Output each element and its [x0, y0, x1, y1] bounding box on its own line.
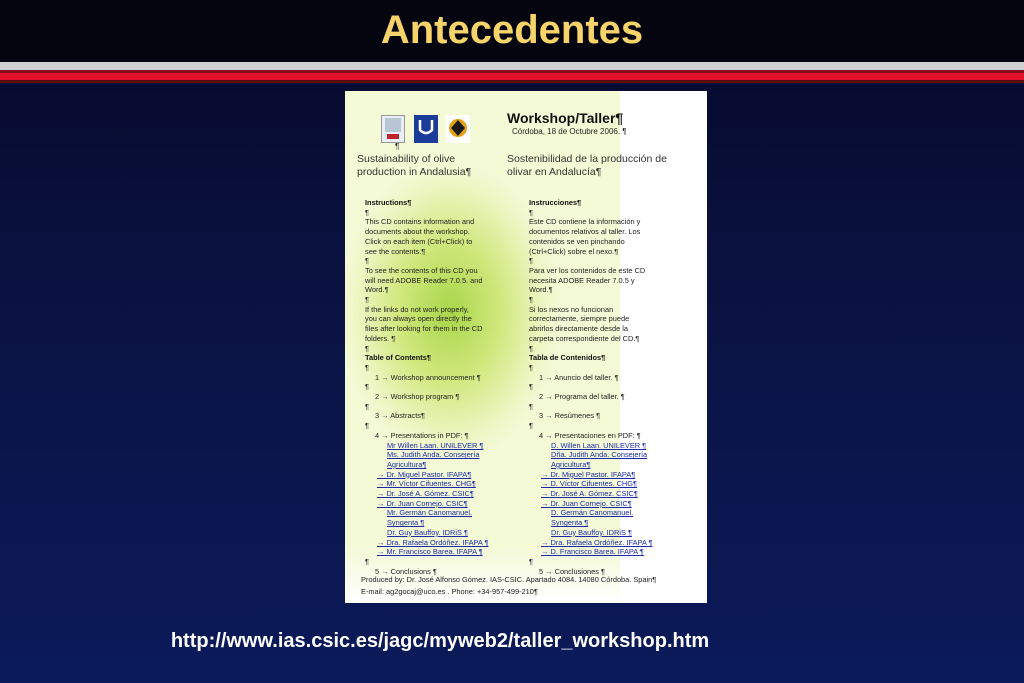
document-text-line: ¶ [529, 295, 533, 304]
document-text-line: will need ADOBE Reader 7.0.5. and [365, 275, 483, 285]
section-heading: Instructions¶ [365, 198, 412, 207]
document-text-line: 2 → Workshop program ¶ [375, 392, 460, 401]
document-link[interactable]: Ms. Judith Anda. Consejería [387, 450, 480, 460]
document-text-line: ¶ [529, 421, 533, 431]
document-link[interactable]: D. Willen Laan. UNILEVER ¶ [551, 440, 647, 450]
source-url[interactable]: http://www.ias.csic.es/jagc/myweb2/taller_workshop.htm [170, 630, 710, 652]
document-link[interactable]: Dr. Guy Bauffoy. IDRiS ¶ [387, 527, 468, 537]
document-link[interactable]: D. Germán Canomanuel. [551, 508, 634, 518]
workshop-date: Córdoba, 18 de Octubre 2006. ¶ [512, 127, 627, 136]
document-text-line: This CD contains information and [365, 217, 475, 227]
document-text-line: ¶ [365, 256, 369, 266]
document-text-line: ¶ [365, 382, 369, 392]
subtitle-en-line: Sustainability of olive [357, 153, 456, 165]
document-link[interactable]: Dña. Judith Anda. Consejería [551, 450, 648, 460]
document-link[interactable]: → Dra. Rafaela Ordóñez. IFAPA ¶ [377, 537, 489, 547]
document-text-line: ¶ [365, 343, 369, 353]
document-screenshot [345, 91, 707, 603]
document-text-line: ¶ [529, 362, 533, 372]
document-text-line: Click on each item (Ctrl+Click) to [365, 236, 473, 246]
document-text-line: If the links do not work properly, [365, 304, 469, 314]
document-text-line: 5 → Conclusions ¶ [375, 566, 437, 576]
document-text-line: 4 → Presentaciones en PDF: ¶ [539, 430, 641, 440]
document-link[interactable]: → Mr. Francisco Barea. IFAPA ¶ [377, 547, 483, 557]
document-text-line: Este CD contiene la información y [529, 217, 641, 227]
document-link[interactable]: Dr. Guy Bauffoy. IDRiS ¶ [551, 527, 632, 537]
document-text-line: 4 → Presentations in PDF: ¶ [375, 430, 469, 440]
document-text-line: 3 → Abstracts¶ [375, 411, 425, 421]
document-link[interactable]: Mr. Germán Canomanuel. [387, 508, 473, 518]
document-link[interactable]: → D. Francisco Barea. IFAPA ¶ [541, 547, 644, 557]
footer-produced: Produced by: Dr. José Alfonso Gómez. IAS-CSIC. Apartado 4084. 14080 Córdoba. Spain¶ [361, 575, 657, 584]
document-link[interactable]: Agricultura¶ [551, 459, 591, 469]
document-text-line: documents about the workshop. [365, 227, 470, 237]
uco-logo [446, 115, 470, 143]
document-text-line: ¶ [529, 382, 533, 392]
document-link[interactable]: Agricultura¶ [387, 459, 427, 469]
document-text-line: ¶ [529, 401, 533, 411]
document-text-line: files after looking for them in the CD [365, 324, 483, 334]
document-text-line: ¶ [529, 256, 533, 266]
document-text-line: ¶ [365, 421, 369, 431]
document-text-line: 1 → Workshop announcement ¶ [375, 372, 481, 382]
document-link[interactable]: → Dr. Miguel Pastor. IFAPA¶ [377, 469, 472, 479]
document-text-line: ¶ [529, 207, 533, 217]
document-link[interactable]: → Dr. José A. Gómez. CSIC¶ [377, 489, 474, 498]
divider-stripe [0, 80, 1024, 83]
document-link[interactable]: → Dr. Miguel Pastor. IFAPA¶ [541, 469, 636, 479]
document-text-line: 5 → Conclusiones ¶ [539, 566, 605, 576]
subtitle-es-line: olivar en Andalucía¶ [507, 166, 602, 178]
document-link[interactable]: → Dr. José A. Gómez. CSIC¶ [541, 489, 638, 498]
document-text-line: ¶ [365, 362, 369, 372]
document-text-line: (Ctrl+Click) sobre el nexo.¶ [529, 246, 619, 256]
unilever-logo [414, 115, 438, 143]
document-link[interactable]: → Mr. Víctor Cifuentes. CHG¶ [377, 479, 476, 489]
document-link[interactable]: → Dr. Juan Cornejo. CSIC¶ [377, 498, 468, 508]
document-text-line: documentos relativos al taller. Los [529, 227, 641, 237]
slide-title: Antecedentes [380, 8, 644, 52]
divider-stripe [0, 73, 1024, 80]
pilcrow: ¶ [395, 142, 400, 151]
document-text-line: Word.¶ [365, 285, 389, 295]
document-text-line: 2 → Programa del taller. ¶ [539, 392, 625, 401]
document-text-line: To see the contents of this CD you [365, 265, 478, 275]
document-text-line: necesita ADOBE Reader 7.0.5 y [529, 275, 635, 285]
section-heading: Tabla de Contenidos¶ [529, 353, 606, 363]
document-text-line: Para ver los contenidos de este CD [529, 265, 646, 275]
document-link[interactable]: → D. Víctor Cifuentes. CHG¶ [541, 479, 637, 489]
document-text-line: Si los nexos no funcionan [529, 304, 614, 314]
section-heading: Table of Contents¶ [365, 353, 431, 363]
document-text-line: 3 → Resúmenes ¶ [539, 411, 601, 421]
document-link[interactable]: → Dra. Rafaela Ordóñez. IFAPA ¶ [541, 537, 653, 547]
document-text-line: Word.¶ [529, 285, 553, 295]
footer-email: E-mail: ag2gocaj@uco.es . Phone: +34-957-499-210¶ [361, 587, 538, 596]
subtitle-en-line: production in Andalusia¶ [357, 166, 472, 178]
section-heading: Instrucciones¶ [529, 198, 582, 207]
document-text-line: ¶ [365, 295, 369, 304]
document-text-line: see the contents.¶ [365, 246, 426, 256]
document-text-line: ¶ [365, 401, 369, 411]
document-link[interactable]: → Dr. Juan Cornejo. CSIC¶ [541, 498, 632, 508]
document-link[interactable]: Syngenta ¶ [551, 518, 589, 528]
document-text-line: carpeta correspondiente del CD.¶ [529, 333, 640, 343]
workshop-title: Workshop/Taller¶ [507, 110, 624, 126]
document-text-line: ¶ [365, 556, 369, 566]
document-text-line: correctamente, siempre puede [529, 314, 630, 324]
document-text-line: ¶ [365, 207, 369, 217]
document-text-line: abrirlos directamente desde la [529, 324, 629, 334]
subtitle-es-line: Sostenibilidad de la producción de [507, 153, 667, 165]
document-text-line: you can always open directly the [365, 314, 472, 324]
document-link[interactable]: Syngenta ¶ [387, 518, 425, 528]
divider-stripe [0, 62, 1024, 70]
document-text-line: folders. ¶ [365, 333, 396, 343]
csic-logo [381, 115, 405, 143]
document-text-line: ¶ [529, 556, 533, 566]
document-text-line: ¶ [529, 343, 533, 353]
document-text-line: contenidos se ven pinchando [529, 236, 625, 246]
document-text-line: 1 → Anuncio del taller. ¶ [539, 372, 619, 382]
document-link[interactable]: Mr Willen Laan. UNILEVER ¶ [387, 440, 484, 450]
